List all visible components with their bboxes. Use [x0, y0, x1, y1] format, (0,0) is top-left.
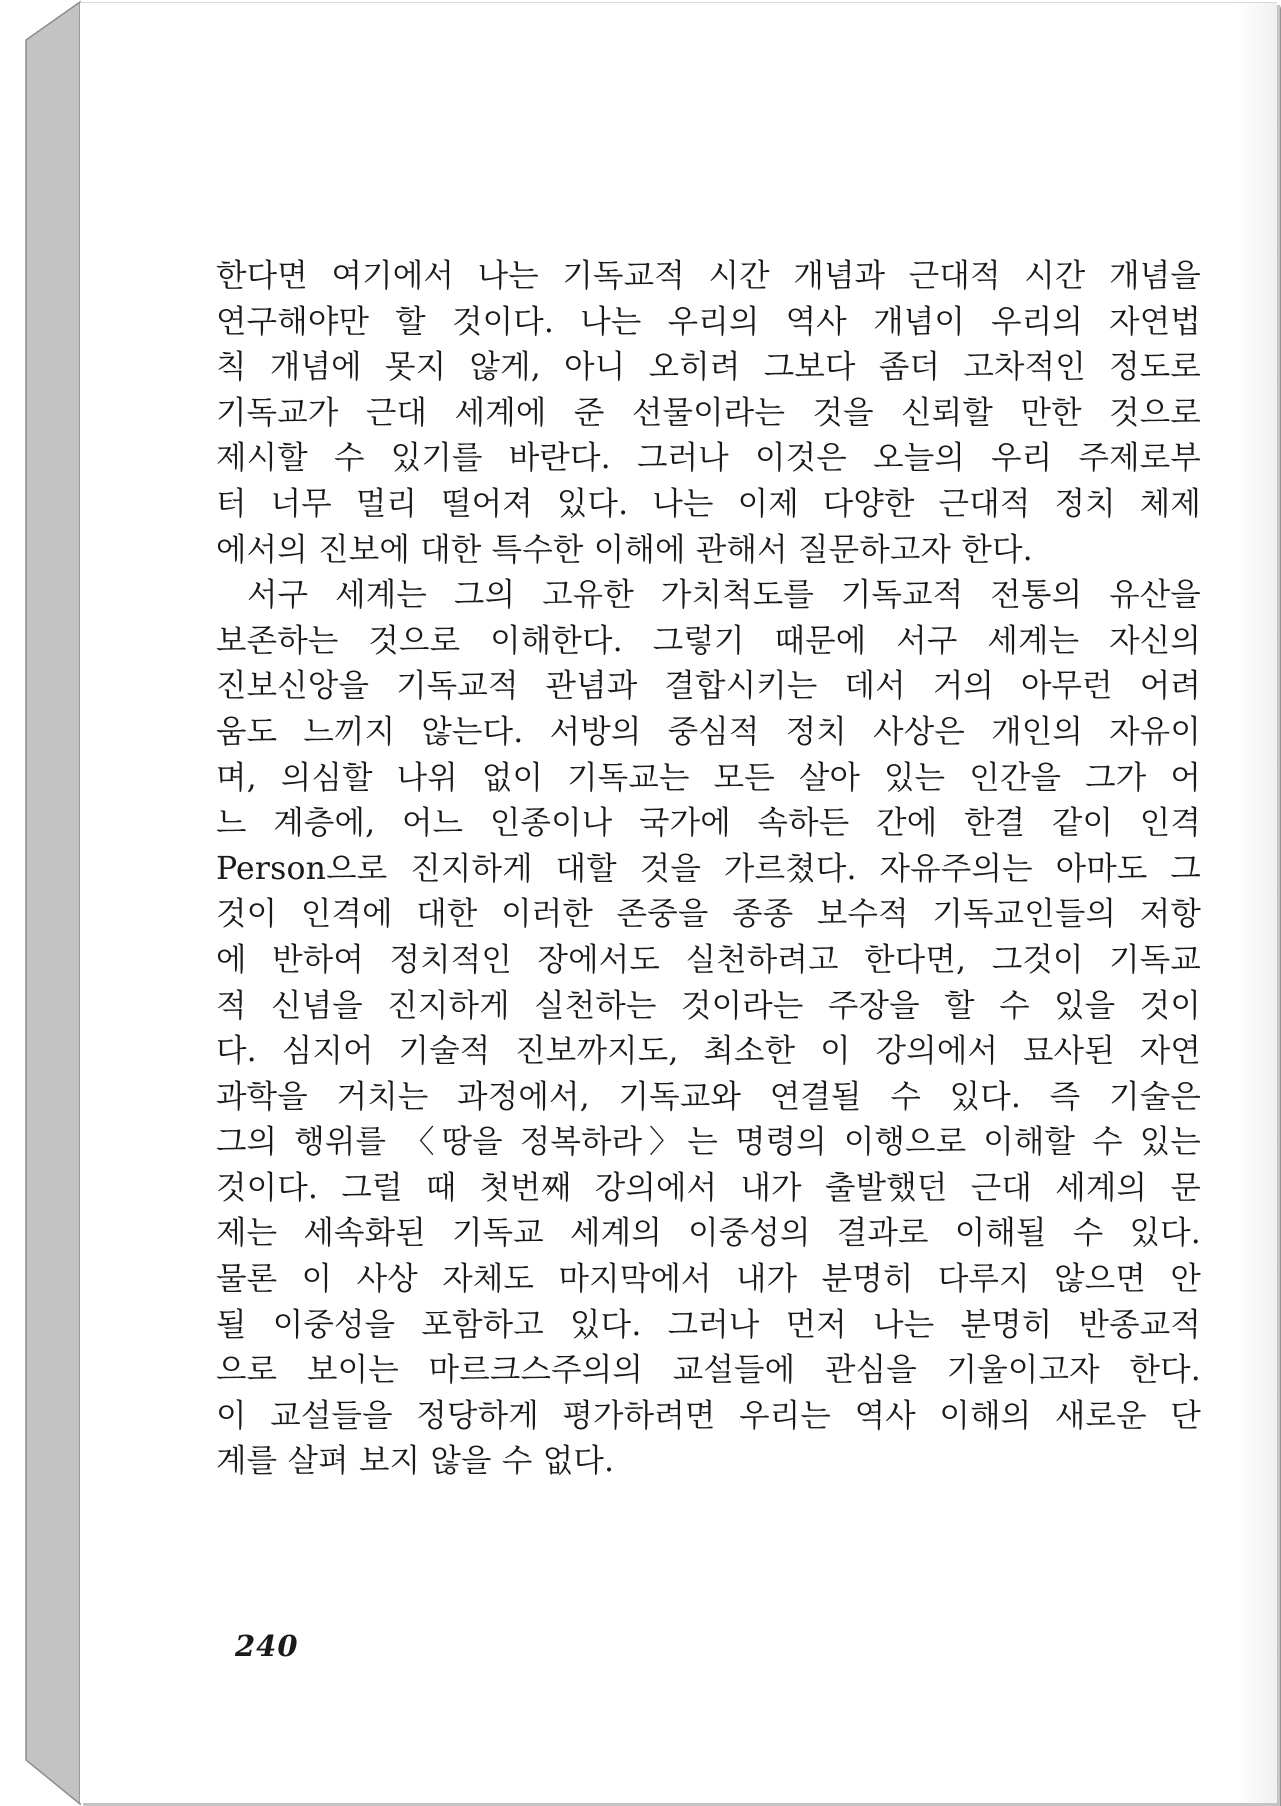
page-edge-shade: [1237, 3, 1277, 1803]
paragraph-1: [216, 254, 1201, 573]
text-line: 적 신념을 진지하게 실천하는 것이라는 주장을 할 수 있을 것이: [216, 987, 1201, 1024]
text-line: 느 계층에, 어느 인종이나 국가에 속하든 간에 한결 같이 인격: [216, 805, 1201, 842]
book-page: [80, 2, 1277, 1803]
text-line: 것이다. 그럴 때 첫번째 강의에서 내가 출발했던 근대 세계의 문: [216, 1169, 1201, 1206]
text-line: 에서의 진보에 대한 특수한 이해에 관해서 질문하고자 한다.: [216, 531, 1033, 568]
text-line: 그의 행위를 〈땅을 정복하라〉는 명령의 이행으로 이해할 수 있는: [216, 1124, 1201, 1161]
paragraph-2: [216, 573, 1201, 1485]
text-line: 연구해야만 할 것이다. 나는 우리의 역사 개념이 우리의 자연법: [216, 303, 1201, 340]
text-line: 계를 살펴 보지 않을 수 없다.: [216, 1443, 615, 1480]
text-line: 보존하는 것으로 이해한다. 그렇기 때문에 서구 세계는 자신의: [216, 622, 1201, 659]
text-line: 진보신앙을 기독교적 관념과 결합시키는 데서 거의 아무런 어려: [216, 668, 1201, 705]
text-line: 이 교설들을 정당하게 평가하려면 우리는 역사 이해의 새로운 단: [216, 1397, 1201, 1434]
text-line: 칙 개념에 못지 않게, 아니 오히려 그보다 좀더 고차적인 정도로: [216, 349, 1201, 386]
text-line: 에 반하여 정치적인 장에서도 실천하려고 한다면, 그것이 기독교: [216, 941, 1201, 978]
page-number: 240: [235, 1629, 299, 1663]
text-line: 것이 인격에 대한 이러한 존중을 종종 보수적 기독교인들의 저항: [216, 896, 1201, 933]
text-line: 으로 보이는 마르크스주의의 교설들에 관심을 기울이고자 한다.: [216, 1352, 1201, 1389]
text-line: 한다면 여기에서 나는 기독교적 시간 개념과 근대적 시간 개념을: [216, 258, 1201, 294]
text-line: 제는 세속화된 기독교 세계의 이중성의 결과로 이해될 수 있다.: [216, 1215, 1201, 1252]
spine-face: [26, 2, 80, 1804]
text-line: 물론 이 사상 자체도 마지막에서 내가 분명히 다루지 않으면 안: [216, 1261, 1201, 1298]
text-line: 제시할 수 있기를 바란다. 그러나 이것은 오늘의 우리 주제로부: [216, 440, 1201, 477]
text-line: 될 이중성을 포함하고 있다. 그러나 먼저 나는 분명히 반종교적: [216, 1306, 1201, 1343]
text-line: 다. 심지어 기술적 진보까지도, 최소한 이 강의에서 묘사된 자연: [216, 1033, 1201, 1070]
text-line: 과학을 거치는 과정에서, 기독교와 연결될 수 있다. 즉 기술은: [216, 1078, 1201, 1115]
text-line: 서구 세계는 그의 고유한 가치척도를 기독교적 전통의 유산을: [247, 577, 1201, 614]
page-body-text: [216, 254, 1201, 1485]
text-line: Person으로 진지하게 대할 것을 가르쳤다. 자유주의는 아마도 그: [216, 850, 1201, 887]
text-line: 터 너무 멀리 떨어져 있다. 나는 이제 다양한 근대적 정치 체제: [216, 485, 1201, 522]
text-line: 움도 느끼지 않는다. 서방의 중심적 정치 사상은 개인의 자유이: [216, 713, 1201, 750]
text-line: 기독교가 근대 세계에 준 선물이라는 것을 신뢰할 만한 것으로: [216, 394, 1201, 431]
text-line: 며, 의심할 나위 없이 기독교는 모든 살아 있는 인간을 그가 어: [216, 759, 1201, 796]
